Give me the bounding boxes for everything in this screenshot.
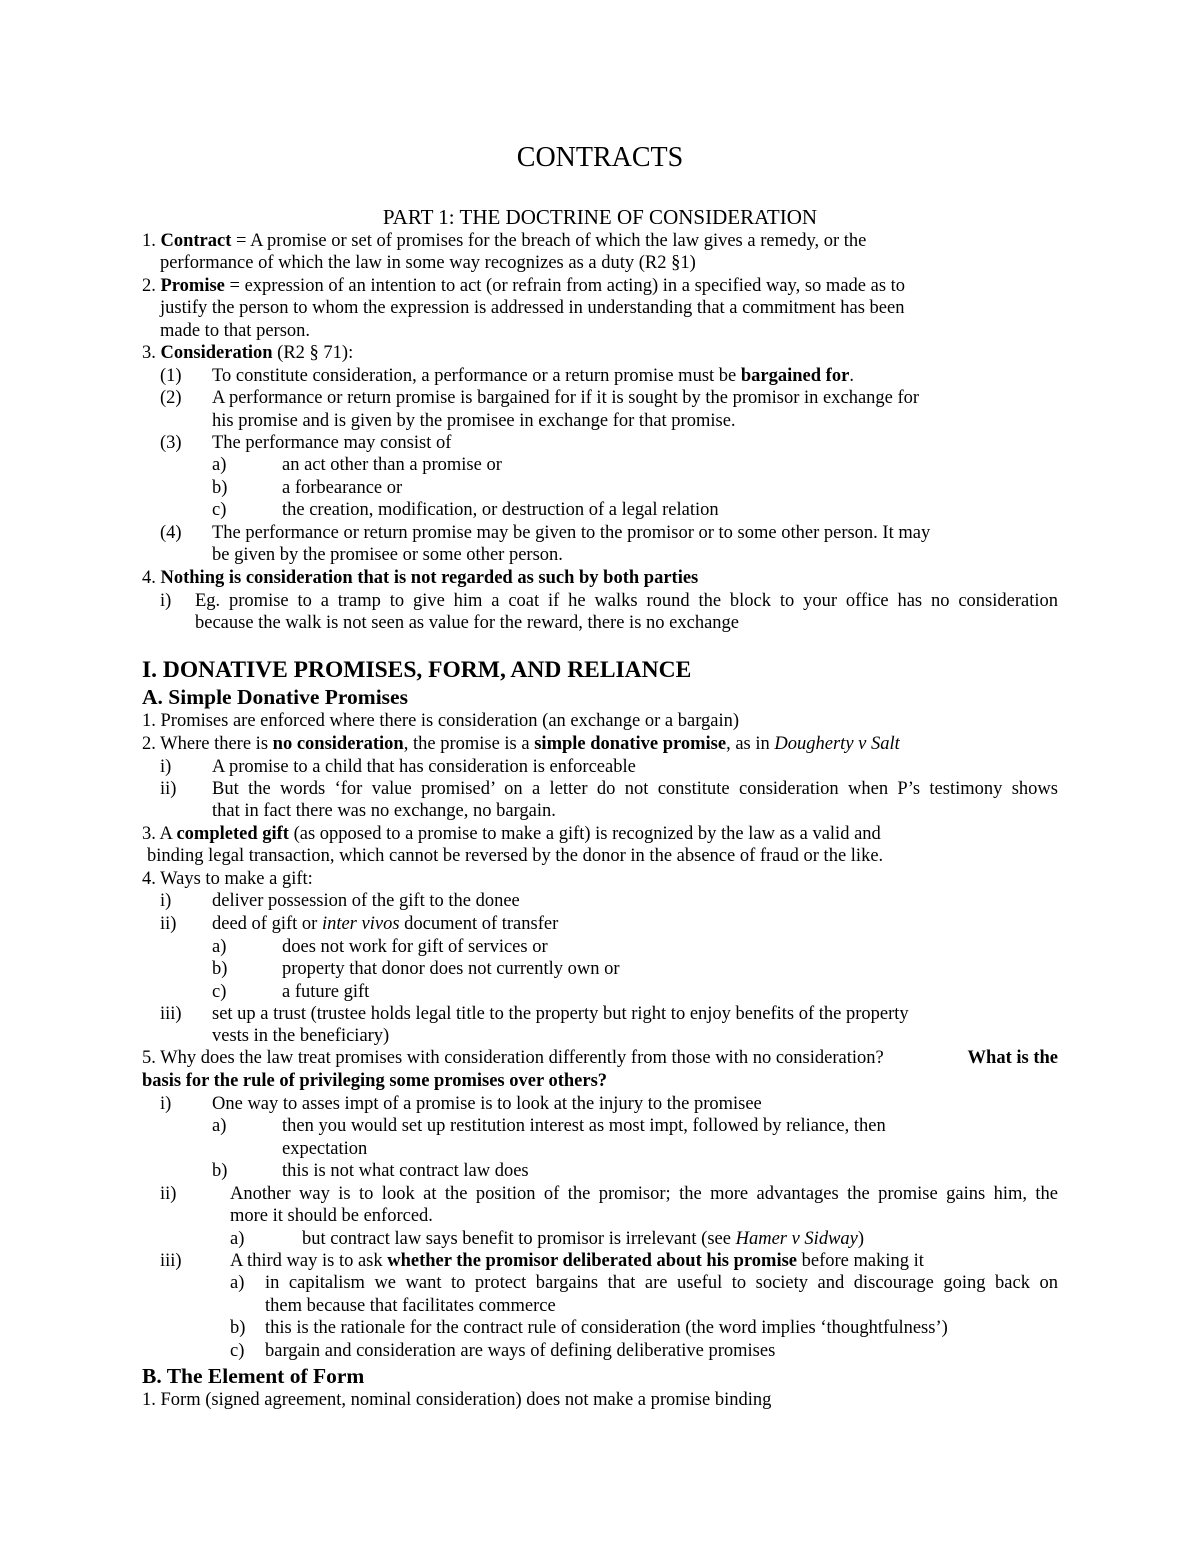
a-item5-i-num: i) [160,1094,172,1114]
a-item5-ii-num: ii) [160,1184,177,1204]
a-item3-line1: 3. A completed gift (as opposed to a promise to make a gift) is recognized by the law as a valid and [142,824,881,844]
item3-sub3-c-num: c) [212,500,227,520]
a-item4-iii-line2: vests in the beneficiary) [212,1026,390,1046]
a-item5-i-a-line1: then you would set up restitution interest as most impt, followed by reliance, then [282,1116,886,1136]
item4-i-line2: because the walk is not seen as value for the reward, there is no exchange [195,613,739,633]
a-item4-ii-num: ii) [160,914,177,934]
a-item4-ii-c-num: c) [212,982,227,1002]
a-item2-i-num: i) [160,757,172,777]
item3-sub3-b-num: b) [212,478,228,498]
a-item5-iii-c-num: c) [230,1341,245,1361]
a-item5-line2: basis for the rule of privileging some promises over others? [142,1071,608,1091]
a-item5-iii-num: iii) [160,1251,182,1271]
case-hamer-v-sidway: Hamer v Sidway [735,1229,858,1249]
a-item5-i-b-num: b) [212,1161,228,1181]
item4-i-line1: Eg. promise to a tramp to give him a coat if he walks round the block to your office has no consideration [195,591,1058,611]
term-promise: Promise [160,276,225,296]
a-item2-ii-num: ii) [160,779,177,799]
item4-line: 4. Nothing is consideration that is not regarded as such by both parties [142,568,699,588]
item3-sub3-text: The performance may consist of [212,433,452,453]
a-item5-ii-a-text: but contract law says benefit to promisor is irrelevant (see Hamer v Sidway) [302,1229,865,1249]
item3-sub1-text: To constitute consideration, a performance or a return promise must be bargained for. [212,366,854,386]
a-item5-iii-b-num: b) [230,1318,246,1338]
a-item5-i-a-num: a) [212,1116,227,1136]
item3-sub2-num: (2) [160,388,182,408]
a-item2-ii-line2: that in fact there was no exchange, no bargain. [212,801,556,821]
item2-line1: 2. Promise = expression of an intention to act (or refrain from acting) in a specified way, so made as to [142,276,906,296]
a-item5-iii-b-text: this is the rationale for the contract rule of consideration (the word implies ‘thoughtfulness’) [265,1318,948,1338]
a-item1: 1. Promises are enforced where there is consideration (an exchange or a bargain) [142,711,740,731]
section-a-heading: A. Simple Donative Promises [142,685,408,709]
item3-sub3-c-text: the creation, modification, or destruction of a legal relation [282,500,719,520]
a-item5-i-text: One way to asses impt of a promise is to look at the injury to the promisee [212,1094,762,1114]
a-item2: 2. Where there is no consideration, the promise is a simple donative promise, as in Dougherty v Salt [142,734,900,754]
a-item4-ii-text: deed of gift or inter vivos document of transfer [212,914,559,934]
item3-sub4-line1: The performance or return promise may be given to the promisor or to some other person. It may [212,523,931,543]
item3-sub2-line1: A performance or return promise is bargained for if it is sought by the promisor in exchange for [212,388,920,408]
a-item5-iii-text: A third way is to ask whether the promisor deliberated about his promise before making it [230,1251,924,1271]
item3-sub3-a-num: a) [212,455,227,475]
a-item4-i-num: i) [160,891,172,911]
a-item5-iii-a-num: a) [230,1273,245,1293]
a-item5-iii-a-line1: in capitalism we want to protect bargains that are useful to society and discourage going back on [265,1273,1058,1293]
item3-sub3-num: (3) [160,433,182,453]
item3-sub2-line2: his promise and is given by the promisee in exchange for that promise. [212,411,736,431]
b-item1: 1. Form (signed agreement, nominal consideration) does not make a promise binding [142,1390,772,1410]
item3-sub4-num: (4) [160,523,182,543]
a-item4-ii-a-num: a) [212,937,227,957]
item4-i-num: i) [160,591,172,611]
item2-line3: made to that person. [160,321,311,341]
a-item4-i-text: deliver possession of the gift to the donee [212,891,520,911]
term-contract: Contract [160,231,232,251]
a-item4-iii-num: iii) [160,1004,182,1024]
section-b-heading: B. The Element of Form [142,1364,365,1388]
a-item4-ii-c-text: a future gift [282,982,370,1002]
a-item5-ii-a-num: a) [230,1229,245,1249]
a-item4: 4. Ways to make a gift: [142,869,313,889]
case-dougherty-v-salt: Dougherty v Salt [774,734,900,754]
a-item5-iii-a-line2: them because that facilitates commerce [265,1296,556,1316]
item2-line2: justify the person to whom the expression is addressed in understanding that a commitment has been [160,298,905,318]
a-item5-ii-line2: more it should be enforced. [230,1206,433,1226]
term-consideration: Consideration [160,343,273,363]
a-item2-ii-line1: But the words ‘for value promised’ on a letter do not constitute consideration when P’s testimony shows [212,779,1058,799]
a-item4-ii-b-num: b) [212,959,228,979]
item1-line2: performance of which the law in some way recognizes as a duty (R2 §1) [160,253,696,273]
a-item3-line2: binding legal transaction, which cannot be reversed by the donor in the absence of fraud or the like. [147,846,884,866]
a-item2-i-text: A promise to a child that has consideration is enforceable [212,757,636,777]
item3-sub1-num: (1) [160,366,182,386]
a-item5-i-a-line2: expectation [282,1139,368,1159]
item1-line1: 1. Contract = A promise or set of promises for the breach of which the law gives a remedy, or the [142,231,867,251]
a-item5-i-b-text: this is not what contract law does [282,1161,529,1181]
item3-line: 3. Consideration (R2 § 71): [142,343,354,363]
a-item5-line1: 5. Why does the law treat promises with consideration differently from those with no consideration? What is the [142,1048,1058,1068]
a-item4-iii-line1: set up a trust (trustee holds legal title to the property but right to enjoy benefits of the property [212,1004,909,1024]
a-item4-ii-a-text: does not work for gift of services or [282,937,548,957]
a-item5-iii-c-text: bargain and consideration are ways of defining deliberative promises [265,1341,776,1361]
a-item4-ii-b-text: property that donor does not currently own or [282,959,620,979]
item3-sub3-a-text: an act other than a promise or [282,455,502,475]
item3-sub4-line2: be given by the promisee or some other person. [212,545,563,565]
item3-sub3-b-text: a forbearance or [282,478,403,498]
document-title: CONTRACTS [516,142,684,173]
section-i-heading: I. DONATIVE PROMISES, FORM, AND RELIANCE [142,657,692,683]
a-item5-ii-line1: Another way is to look at the position of the promisor; the more advantages the promise gains him, the [230,1184,1058,1204]
part1-heading: PART 1: THE DOCTRINE OF CONSIDERATION [382,205,818,229]
